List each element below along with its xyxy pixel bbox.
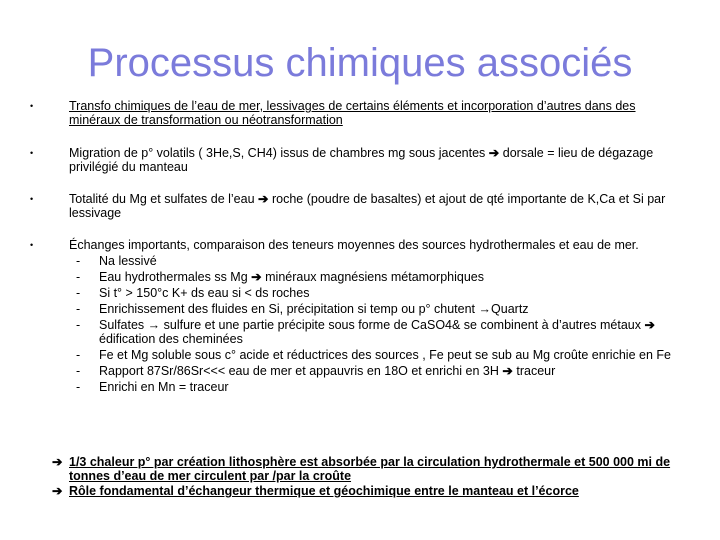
conclusion-item: [52, 485, 692, 499]
arrow-icon: ➔: [258, 192, 269, 206]
sub-item: [69, 271, 680, 285]
sub-item-text: Fe et Mg soluble sous c° acide et réductrices des sources , Fe peut se sub au Mg croûte enrichie en Fe: [99, 347, 671, 362]
bullet-item: [30, 193, 680, 220]
conclusion-text: 1/3 chaleur p° par création lithosphère est absorbée par la circulation hydrothermale et 500 000 mi de tonnes d’eau de mer circulent par /par la croûte: [69, 455, 671, 483]
bullet-item: [30, 147, 680, 174]
bullet-icon: •: [30, 240, 34, 250]
slide-title: Processus chimiques associés: [87, 41, 633, 85]
sub-item: [69, 349, 680, 363]
sub-list: [69, 255, 680, 394]
bullet-text: Migration de p° volatils ( 3He,S, CH4) issus de chambres mg sous jacentes: [69, 146, 486, 160]
arrow-icon: ➔: [251, 270, 262, 284]
arrow-icon: ➔: [488, 146, 500, 160]
sub-item: [69, 287, 680, 301]
arrow-icon: ➔: [502, 363, 513, 378]
sub-item-text: Si t° > 150°c K+ ds eau si < ds roches: [99, 286, 310, 300]
bullet-icon: •: [30, 194, 34, 204]
sub-item-text: sulfure et une partie précipite sous forme de CaSO4& se combinent à d’autres métaux: [163, 318, 641, 332]
dash-icon: -: [76, 318, 81, 332]
bullet-text: Transfo chimiques de l’eau de mer, lessivages de certains éléments et incorporation d’autres dans des minéraux de transformation ou néotransformation: [69, 99, 636, 127]
dash-icon: -: [76, 286, 81, 300]
dash-icon: -: [76, 254, 81, 268]
sub-item: [69, 303, 680, 317]
bullet-text: Échanges importants, comparaison des teneurs moyennes des sources hydrothermales et eau de mer.: [69, 238, 639, 252]
arrow-icon: ➔: [644, 318, 655, 332]
dash-icon: -: [76, 347, 81, 362]
bullet-text: Totalité du Mg et sulfates de l’eau: [69, 192, 255, 206]
dash-icon: -: [76, 270, 81, 284]
small-arrow-icon: →: [147, 318, 161, 332]
sub-item-text: Enrichi en Mn = traceur: [99, 379, 229, 394]
dash-icon: -: [76, 379, 81, 394]
sub-item: [69, 365, 680, 379]
arrow-icon: ➔: [52, 455, 63, 469]
sub-item-text: Sulfates: [99, 318, 145, 332]
conclusion-item: [52, 456, 692, 483]
bullet-icon: •: [30, 148, 34, 158]
sub-item-text: Na lessivé: [99, 254, 157, 268]
sub-item: [69, 255, 680, 269]
conclusion-text: Rôle fondamental d’échangeur thermique et géochimique entre le manteau et l’écorce: [69, 484, 579, 498]
sub-item-text: traceur: [516, 363, 556, 378]
sub-item-text: minéraux magnésiens métamorphiques: [265, 270, 485, 284]
bullet-icon: •: [30, 101, 34, 111]
small-arrow-icon: →: [478, 302, 492, 316]
bullet-item: [30, 100, 680, 127]
dash-icon: -: [76, 363, 81, 378]
arrow-icon: ➔: [52, 484, 63, 498]
sub-item-text: Eau hydrothermales ss Mg: [99, 270, 248, 284]
bullet-text: roche (poudre de basaltes) et ajout de qté importante de K,Ca et Si par lessivage: [69, 192, 666, 220]
sub-item-text: Enrichissement des fluides en Si, précipitation si temp ou p° chutent: [99, 302, 476, 316]
bullet-list: [30, 100, 680, 394]
bullet-text: dorsale = lieu de dégazage privilégié du manteau: [69, 146, 654, 174]
sub-item: [69, 319, 680, 346]
sub-item-text: Quartz: [491, 302, 529, 316]
sub-item: [69, 381, 680, 395]
sub-item-text: Rapport 87Sr/86Sr<<< eau de mer et appauvris en 18O et enrichi en 3H: [99, 363, 499, 378]
conclusions: [52, 456, 692, 501]
sub-item-text: édification des cheminées: [99, 331, 243, 346]
dash-icon: -: [76, 302, 81, 316]
bullet-item: [30, 239, 680, 394]
